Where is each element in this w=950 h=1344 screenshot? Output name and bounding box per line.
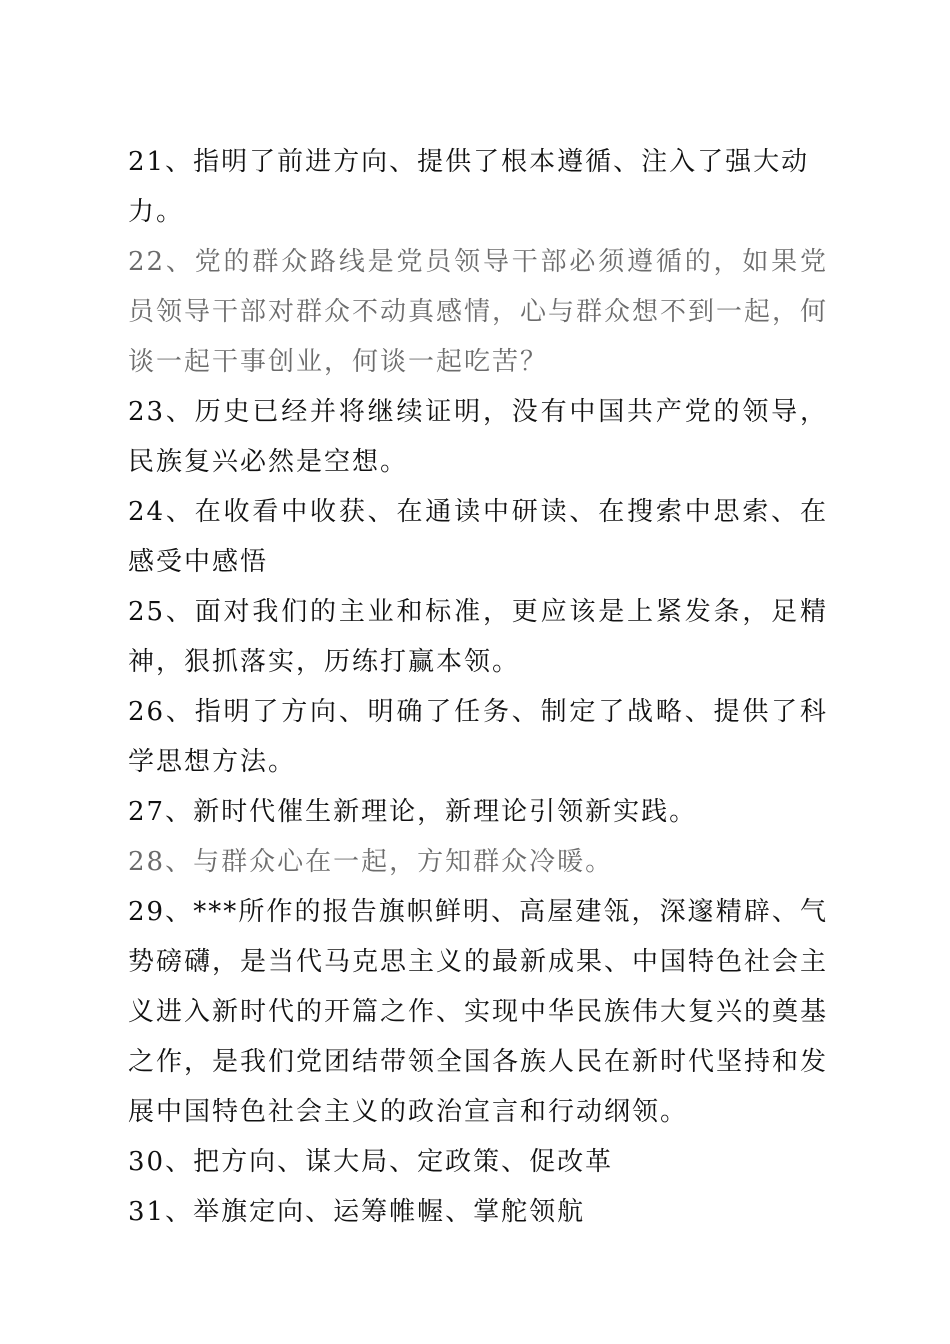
paragraph-29: 29、***所作的报告旗帜鲜明、高屋建瓴，深邃精辟、气势磅礴，是当代马克思主义的最新成果、中国特色社会主义进入新时代的开篇之作、实现中华民族伟大复兴的奠基之作，是我们党团结带领全国各族人民在新时代坚持和发展中国特色社会主义的政治宣言和行动纲领。 xyxy=(128,897,829,1127)
paragraph-26: 26、指明了方向、明确了任务、制定了战略、提供了科学思想方法。 xyxy=(128,697,828,777)
paragraph-30: 30、把方向、谋大局、定政策、促改革 xyxy=(128,1147,614,1177)
paragraph-23: 23、历史已经并将继续证明，没有中国共产党的领导，民族复兴必然是空想。 xyxy=(128,397,828,477)
paragraph-27: 27、新时代催生新理论，新理论引领新实践。 xyxy=(128,797,698,827)
paragraph-24: 24、在收看中收获、在通读中研读、在搜索中思索、在感受中感悟 xyxy=(128,497,828,577)
paragraph-28: 28、与群众心在一起，方知群众冷暖。 xyxy=(128,847,614,877)
paragraph-22: 22、党的群众路线是党员领导干部必须遵循的，如果党员领导干部对群众不动真感情，心与群众想不到一起，何谈一起干事创业，何谈一起吃苦？ xyxy=(128,247,829,377)
document-body xyxy=(128,137,828,1237)
paragraph-21: 21、指明了前进方向、提供了根本遵循、注入了强大动力。 xyxy=(128,147,810,227)
paragraph-25: 25、面对我们的主业和标准，更应该是上紧发条，足精神，狠抓落实，历练打赢本领。 xyxy=(128,597,828,677)
paragraph-31: 31、举旗定向、运筹帷幄、掌舵领航 xyxy=(128,1197,586,1227)
